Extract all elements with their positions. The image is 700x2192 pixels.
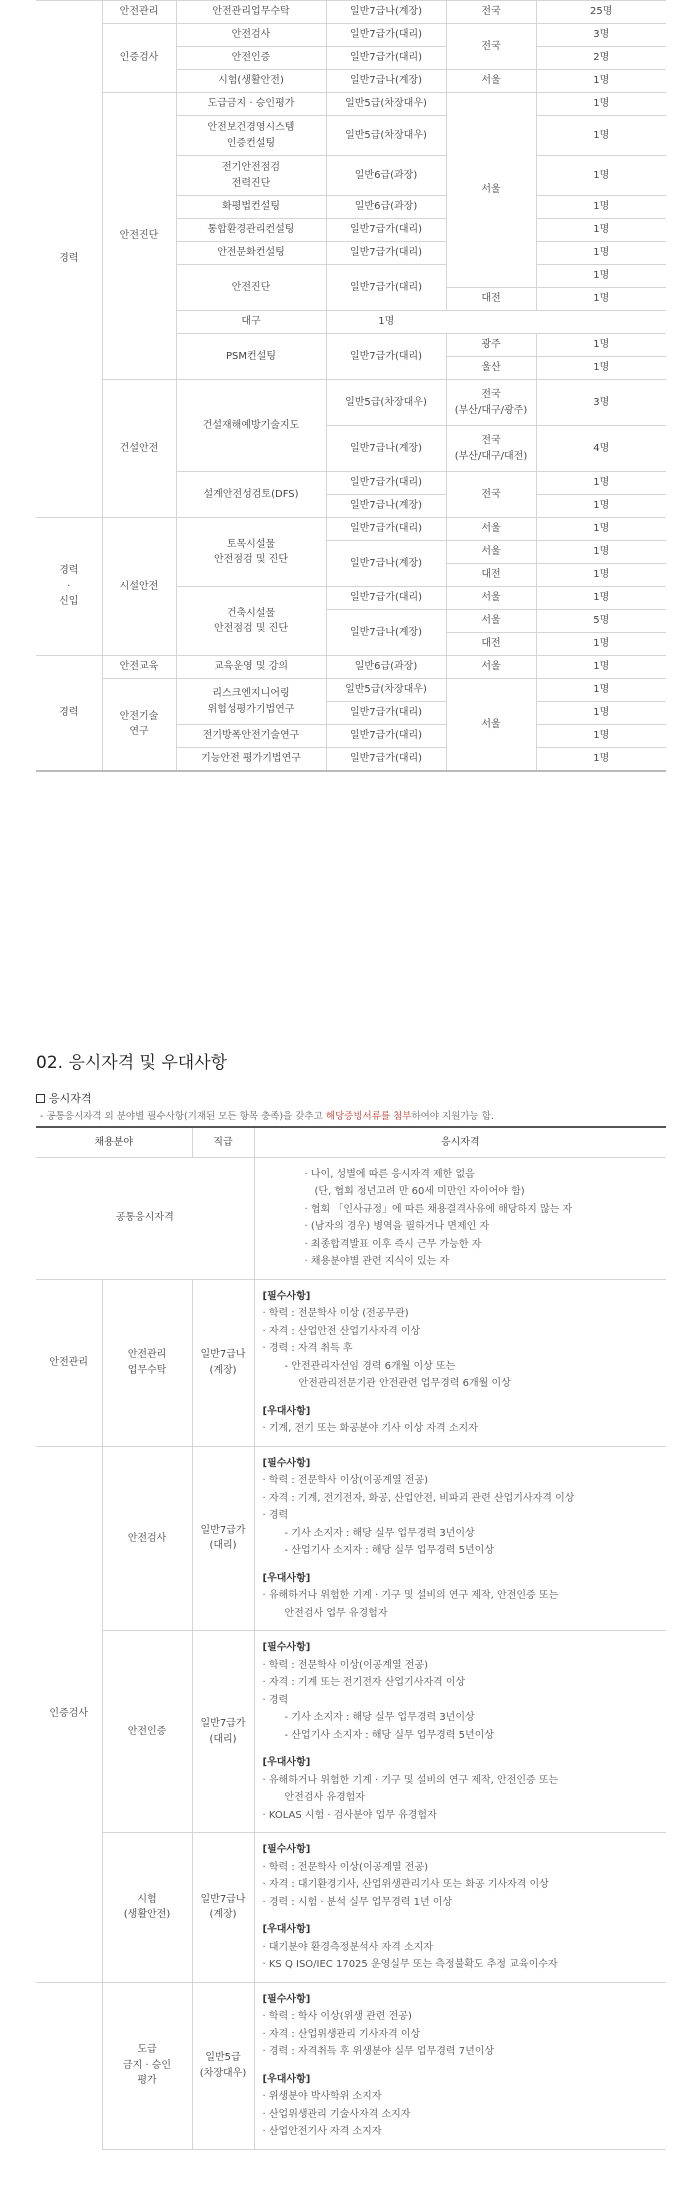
table-cell: 일반7급가(대리) (326, 702, 446, 725)
table-cell: 안전진단 (102, 93, 176, 380)
table-row (36, 93, 666, 116)
table-cell: 1명 (536, 564, 666, 587)
table-cell: 시험(생활안전) (176, 70, 326, 93)
table-cell: 기능안전 평가기법연구 (176, 748, 326, 771)
table-cell: 1명 (536, 541, 666, 564)
table-cell: 4명 (536, 426, 666, 472)
table-cell: 일반7급나(계장) (326, 70, 446, 93)
table-cell: 일반6급(과장) (326, 196, 446, 219)
table-cell: 1명 (536, 357, 666, 380)
table-cell: 교육운영 및 강의 (176, 656, 326, 679)
table-cell: 시설안전 (102, 518, 176, 656)
table-cell: 전국 (446, 472, 536, 518)
common-label: 공통응시자격 (36, 1157, 254, 1279)
field-label: 시험 (생활안전) (102, 1833, 192, 1983)
table-cell: 서울 (446, 518, 536, 541)
table-cell: 일반7급나(계장) (326, 610, 446, 656)
table-cell: 일반7급가(대리) (326, 47, 446, 70)
section-title: 02. 응시자격 및 우대사항 (36, 1053, 228, 1073)
table-row (36, 1446, 666, 1631)
table-row (36, 1631, 666, 1833)
table-cell: 대전 (446, 633, 536, 656)
table-cell: 서울 (446, 93, 536, 288)
table-cell: 1명 (536, 265, 666, 288)
table-cell: 대전 (446, 288, 536, 311)
table-cell: 일반7급가(대리) (326, 334, 446, 380)
table-cell: 서울 (446, 610, 536, 633)
table-cell: 안전교육 (102, 656, 176, 679)
table-cell: 경력 · 신입 (36, 518, 102, 656)
recruitment-table (36, 0, 666, 772)
table-cell: 1명 (536, 242, 666, 265)
table-cell: 인증검사 (102, 24, 176, 93)
table-cell: 1명 (536, 518, 666, 541)
table-cell: 안전인증 (176, 47, 326, 70)
table-cell: 전국 (446, 24, 536, 70)
table-cell: 1명 (536, 116, 666, 156)
table-cell: 전국 (446, 1, 536, 24)
table-cell: 전기방폭안전기술연구 (176, 725, 326, 748)
checkbox-square-icon (36, 1094, 45, 1103)
table-cell: 대전 (446, 564, 536, 587)
table-row (36, 380, 666, 426)
table-row (36, 1982, 666, 2149)
field-label: 안전검사 (102, 1446, 192, 1631)
table-cell: 울산 (446, 357, 536, 380)
table-cell: 1명 (326, 311, 446, 334)
table-cell: 건설재해예방기술지도 (176, 380, 326, 472)
header-qualification: 응시자격 (254, 1127, 666, 1157)
table-cell: 일반5급(차장대우) (326, 679, 446, 702)
field-label: 도급 금지 · 승인 평가 (102, 1982, 192, 2149)
table-cell: 1명 (536, 334, 666, 357)
table-cell: 일반5급(차장대우) (326, 93, 446, 116)
table-row (36, 518, 666, 541)
table-cell: 건설안전 (102, 380, 176, 518)
table-cell: 도급금지 · 승인평가 (176, 93, 326, 116)
table-cell: 일반7급가(대리) (326, 265, 446, 311)
table-cell: 1명 (536, 495, 666, 518)
header-grade: 직급 (192, 1127, 254, 1157)
group-label: 안전관리 (36, 1279, 102, 1446)
grade-label: 일반5급 (차장대우) (192, 1982, 254, 2149)
table-cell: 안전관리 (102, 1, 176, 24)
table-cell: 1명 (536, 219, 666, 242)
qualification-details: [필수사항] · 학력 : 학사 이상(위생 관련 전공) · 자격 : 산업위생관리 기사자격 이상 · 경력 : 자격취득 후 위생분야 실무 업무경력 7년이상 [우대사항] · 위생분야 박사학위 소지자 · 산업위생관리 기술사자격 소지자 · 산업안전기사 자격 소지자 (254, 1982, 666, 2149)
table-cell: 일반7급가(대리) (326, 748, 446, 771)
table-cell: 안전기술 연구 (102, 679, 176, 771)
table-cell: 일반7급가(대리) (326, 587, 446, 610)
common-qualifications: · 나이, 성별에 따른 응시자격 제한 없음 (단, 협회 정년고려 만 60세 미만인 자이어야 함) · 협회 「인사규정」에 따른 채용결격사유에 해당하지 않는 자 · (남자의 경우) 병역을 필하거나 면제인 자 · 최종합격발표 이후 즉시 근무 가능한 자 · 채용분야별 관련 지식이 있는 자 (254, 1157, 666, 1279)
note-highlight: 해당증빙서류를 첨부 (325, 1111, 412, 1122)
eligibility-table (36, 1126, 666, 2150)
table-row (36, 1, 666, 24)
table-cell: 전국 (부산/대구/광주) (446, 380, 536, 426)
table-cell: 서울 (446, 679, 536, 771)
group-label (36, 1982, 102, 2149)
table-cell: 1명 (536, 70, 666, 93)
table-cell: 1명 (536, 288, 666, 311)
table-cell: 전기안전점검 전력진단 (176, 156, 326, 196)
group-label: 인증검사 (36, 1446, 102, 1982)
table-cell: 안전보건경영시스템 인증컨설팅 (176, 116, 326, 156)
table-cell: 설계안전성검토(DFS) (176, 472, 326, 518)
table-cell: 1명 (536, 156, 666, 196)
table-cell: 1명 (536, 196, 666, 219)
table-cell: 안전검사 (176, 24, 326, 47)
table-cell: 1명 (536, 587, 666, 610)
table-cell: 1명 (536, 93, 666, 116)
table-cell: 서울 (446, 541, 536, 564)
table-cell: 일반5급(차장대우) (326, 116, 446, 156)
qualification-details: [필수사항] · 학력 : 전문학사 이상(이공계열 전공) · 자격 : 대기환경기사, 산업위생관리기사 또는 화공 기사자격 이상 · 경력 : 시험 · 분석 실무 업무경력 1년 이상 [우대사항] · 대기분야 환경측정분석사 자격 소지자 · KS Q ISO/IEC 17025 운영실무 또는 측정불확도 추정 교육이수자 (254, 1833, 666, 1983)
table-cell: 2명 (536, 47, 666, 70)
table-cell: 일반7급가(대리) (326, 518, 446, 541)
group-label: 경력 (36, 1, 102, 518)
table-cell: 일반7급가(대리) (326, 24, 446, 47)
qualification-details: [필수사항] · 학력 : 전문학사 이상 (전공무관) · 자격 : 산업안전 산업기사자격 이상 · 경력 : 자격 취득 후 - 안전관리자선임 경력 6개월 이상 또는 안전관리전문기관 안전관련 업무경력 6개월 이상 [우대사항] · 기계, 전기 또는 화공분야 기사 이상 자격 소지자 (254, 1279, 666, 1446)
table-cell: 안전문화컨설팅 (176, 242, 326, 265)
table-cell: 서울 (446, 587, 536, 610)
table-cell: 서울 (446, 656, 536, 679)
table-cell: 리스크엔지니어링 위험성평가기법연구 (176, 679, 326, 725)
grade-label: 일반7급가 (대리) (192, 1631, 254, 1833)
table-cell: 일반7급나(계장) (326, 426, 446, 472)
field-label: 안전관리 업무수탁 (102, 1279, 192, 1446)
table-row (36, 24, 666, 47)
grade-label: 일반7급가 (대리) (192, 1446, 254, 1631)
table-row (36, 1833, 666, 1983)
table-cell: 1명 (536, 633, 666, 656)
table-cell: 광주 (446, 334, 536, 357)
note-text: - 공통응시자격 외 분야별 필수사항(기재된 모든 항목 충족)을 갖추고 (40, 1111, 326, 1122)
table-row (36, 679, 666, 702)
table-cell: PSM컨설팅 (176, 334, 326, 380)
table-cell: 25명 (536, 1, 666, 24)
table-cell: 일반7급나(계장) (326, 1, 446, 24)
table-cell: 1명 (536, 725, 666, 748)
sub-heading-label: 응시자격 (49, 1092, 92, 1105)
table-cell: 통합환경관리컨설팅 (176, 219, 326, 242)
field-label: 안전인증 (102, 1631, 192, 1833)
table-cell: 1명 (536, 679, 666, 702)
table-row (36, 1279, 666, 1446)
note-text-end: 하여야 지원가능 함. (411, 1111, 494, 1122)
table-cell: 일반7급가(대리) (326, 472, 446, 495)
table-cell: 5명 (536, 610, 666, 633)
grade-label: 일반7급나 (계장) (192, 1833, 254, 1983)
table-cell: 경력 (36, 656, 102, 771)
table-cell: 화평법컨설팅 (176, 196, 326, 219)
table-cell: 안전진단 (176, 265, 326, 311)
table-cell: 전국 (부산/대구/대전) (446, 426, 536, 472)
table-cell: 3명 (536, 380, 666, 426)
qualification-details: [필수사항] · 학력 : 전문학사 이상(이공계열 전공) · 자격 : 기계 또는 전기전자 산업기사자격 이상 · 경력 - 기사 소지자 : 해당 실무 업무경력 3년이상 - 산업기사 소지자 : 해당 실무 업무경력 5년이상 [우대사항] · 유해하거나 위험한 기계 · 기구 및 설비의 연구 제작, 안전인증 또는 안전검사 유경험자 · KOLAS 시험 · 검사분야 업무 유경험자 (254, 1631, 666, 1833)
table-cell: 안전관리업무수탁 (176, 1, 326, 24)
eligibility-note (40, 1108, 494, 1122)
qualification-details: [필수사항] · 학력 : 전문학사 이상(이공계열 전공) · 자격 : 기계, 전기전자, 화공, 산업안전, 비파괴 관련 산업기사자격 이상 · 경력 - 기사 소지자 : 해당 실무 업무경력 3년이상 - 산업기사 소지자 : 해당 실무 업무경력 5년이상 [우대사항] · 유해하거나 위험한 기계 · 기구 및 설비의 연구 제작, 안전인증 또는 안전검사 업무 유경험자 (254, 1446, 666, 1631)
table-cell: 일반7급가(대리) (326, 242, 446, 265)
header-field: 채용분야 (36, 1127, 192, 1157)
table-cell: 3명 (536, 24, 666, 47)
table-cell: 서울 (446, 70, 536, 93)
table-row (36, 656, 666, 679)
table-cell: 건축시설물 안전점검 및 진단 (176, 587, 326, 656)
table-cell: 1명 (536, 702, 666, 725)
table-cell: 일반6급(과장) (326, 656, 446, 679)
table-cell: 1명 (536, 656, 666, 679)
table-cell: 일반7급가(대리) (326, 219, 446, 242)
table-row (36, 1157, 666, 1279)
table-cell: 1명 (536, 748, 666, 771)
table-cell: 일반6급(과장) (326, 156, 446, 196)
sub-heading (36, 1090, 92, 1106)
table-cell: 일반7급가(대리) (326, 725, 446, 748)
grade-label: 일반7급나 (계장) (192, 1279, 254, 1446)
table-cell: 일반7급나(계장) (326, 495, 446, 518)
header-row (36, 1127, 666, 1157)
table-cell: 대구 (176, 311, 326, 334)
table-cell: 토목시설물 안전점검 및 진단 (176, 518, 326, 587)
table-cell: 일반7급나(계장) (326, 541, 446, 587)
table-cell: 1명 (536, 472, 666, 495)
table-cell: 일반5급(차장대우) (326, 380, 446, 426)
